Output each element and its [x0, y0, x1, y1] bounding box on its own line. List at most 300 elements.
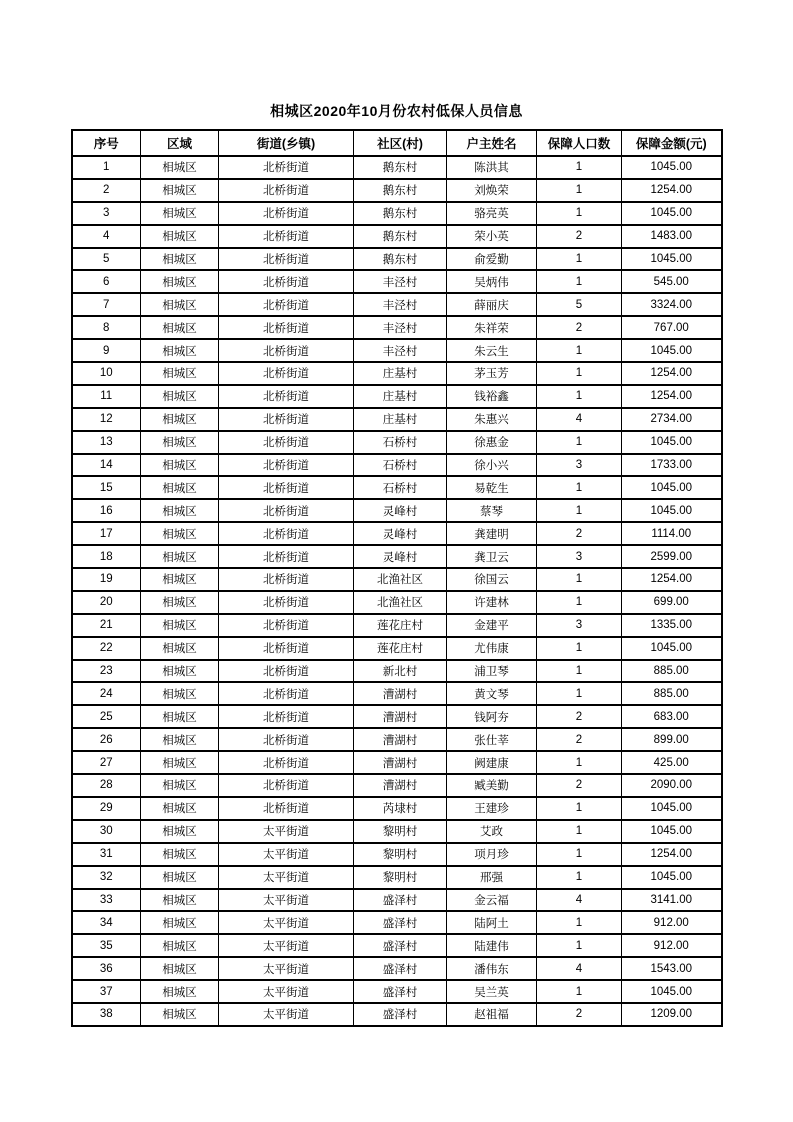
cell-population: 4 — [537, 957, 622, 980]
header-index: 序号 — [72, 130, 141, 156]
cell-amount: 912.00 — [622, 911, 722, 934]
cell-amount: 2090.00 — [622, 774, 722, 797]
cell-village: 庄基村 — [354, 385, 447, 408]
table-row — [72, 339, 722, 362]
cell-householder: 俞爱勤 — [447, 248, 537, 271]
header-householder: 户主姓名 — [447, 130, 537, 156]
header-street: 街道(乡镇) — [219, 130, 354, 156]
cell-householder: 尤伟康 — [447, 637, 537, 660]
cell-amount: 1254.00 — [622, 568, 722, 591]
cell-district: 相城区 — [141, 728, 219, 751]
cell-amount: 3141.00 — [622, 889, 722, 912]
cell-index: 27 — [72, 751, 141, 774]
cell-amount: 1254.00 — [622, 843, 722, 866]
cell-population: 1 — [537, 179, 622, 202]
cell-district: 相城区 — [141, 866, 219, 889]
table-row — [72, 774, 722, 797]
cell-population: 1 — [537, 499, 622, 522]
header-village: 社区(村) — [354, 130, 447, 156]
cell-street: 北桥街道 — [219, 248, 354, 271]
cell-amount: 1733.00 — [622, 454, 722, 477]
cell-index: 8 — [72, 316, 141, 339]
header-row — [72, 130, 722, 156]
cell-population: 1 — [537, 156, 622, 179]
cell-amount: 1254.00 — [622, 179, 722, 202]
table-row — [72, 797, 722, 820]
cell-village: 灵峰村 — [354, 522, 447, 545]
cell-district: 相城区 — [141, 614, 219, 637]
cell-householder: 金建平 — [447, 614, 537, 637]
cell-householder: 荣小英 — [447, 225, 537, 248]
table-row — [72, 362, 722, 385]
cell-village: 鹅东村 — [354, 248, 447, 271]
cell-householder: 徐国云 — [447, 568, 537, 591]
cell-index: 36 — [72, 957, 141, 980]
table-row — [72, 637, 722, 660]
cell-street: 北桥街道 — [219, 705, 354, 728]
cell-population: 1 — [537, 820, 622, 843]
cell-householder: 朱云生 — [447, 339, 537, 362]
cell-householder: 金云福 — [447, 889, 537, 912]
cell-index: 16 — [72, 499, 141, 522]
cell-amount: 1114.00 — [622, 522, 722, 545]
cell-index: 29 — [72, 797, 141, 820]
cell-index: 28 — [72, 774, 141, 797]
cell-village: 丰泾村 — [354, 270, 447, 293]
cell-index: 37 — [72, 980, 141, 1003]
cell-district: 相城区 — [141, 751, 219, 774]
cell-householder: 茅玉芳 — [447, 362, 537, 385]
cell-householder: 阙建康 — [447, 751, 537, 774]
cell-amount: 1045.00 — [622, 797, 722, 820]
cell-street: 太平街道 — [219, 934, 354, 957]
cell-district: 相城区 — [141, 316, 219, 339]
cell-householder: 刘焕荣 — [447, 179, 537, 202]
cell-village: 漕湖村 — [354, 751, 447, 774]
cell-householder: 龚建明 — [447, 522, 537, 545]
cell-district: 相城区 — [141, 248, 219, 271]
cell-village: 漕湖村 — [354, 682, 447, 705]
table-row — [72, 385, 722, 408]
cell-street: 北桥街道 — [219, 156, 354, 179]
cell-village: 石桥村 — [354, 454, 447, 477]
cell-population: 1 — [537, 797, 622, 820]
cell-index: 35 — [72, 934, 141, 957]
cell-householder: 徐惠金 — [447, 431, 537, 454]
cell-index: 1 — [72, 156, 141, 179]
cell-street: 北桥街道 — [219, 660, 354, 683]
cell-village: 北渔社区 — [354, 568, 447, 591]
table-row — [72, 316, 722, 339]
table-row — [72, 751, 722, 774]
cell-householder: 蔡琴 — [447, 499, 537, 522]
cell-amount: 1045.00 — [622, 431, 722, 454]
cell-population: 1 — [537, 431, 622, 454]
cell-index: 20 — [72, 591, 141, 614]
cell-district: 相城区 — [141, 179, 219, 202]
cell-street: 北桥街道 — [219, 637, 354, 660]
cell-district: 相城区 — [141, 957, 219, 980]
cell-village: 黎明村 — [354, 866, 447, 889]
cell-householder: 朱祥荣 — [447, 316, 537, 339]
cell-householder: 朱惠兴 — [447, 408, 537, 431]
cell-householder: 赵祖福 — [447, 1003, 537, 1026]
cell-amount: 885.00 — [622, 682, 722, 705]
cell-street: 太平街道 — [219, 911, 354, 934]
cell-village: 北渔社区 — [354, 591, 447, 614]
table-row — [72, 728, 722, 751]
cell-index: 30 — [72, 820, 141, 843]
cell-street: 北桥街道 — [219, 293, 354, 316]
table-row — [72, 843, 722, 866]
cell-district: 相城区 — [141, 545, 219, 568]
cell-village: 庄基村 — [354, 408, 447, 431]
table-row — [72, 866, 722, 889]
cell-street: 北桥街道 — [219, 568, 354, 591]
cell-street: 北桥街道 — [219, 179, 354, 202]
cell-village: 盛泽村 — [354, 934, 447, 957]
cell-population: 1 — [537, 385, 622, 408]
cell-village: 盛泽村 — [354, 957, 447, 980]
cell-householder: 浦卫琴 — [447, 660, 537, 683]
cell-population: 2 — [537, 522, 622, 545]
table-row — [72, 179, 722, 202]
cell-district: 相城区 — [141, 454, 219, 477]
cell-district: 相城区 — [141, 225, 219, 248]
cell-amount: 1483.00 — [622, 225, 722, 248]
cell-village: 漕湖村 — [354, 705, 447, 728]
table-header — [72, 130, 722, 156]
table-row — [72, 660, 722, 683]
cell-population: 1 — [537, 682, 622, 705]
cell-population: 1 — [537, 362, 622, 385]
cell-index: 25 — [72, 705, 141, 728]
cell-index: 13 — [72, 431, 141, 454]
cell-householder: 项月珍 — [447, 843, 537, 866]
cell-district: 相城区 — [141, 362, 219, 385]
cell-amount: 1045.00 — [622, 476, 722, 499]
cell-householder: 陆建伟 — [447, 934, 537, 957]
cell-population: 2 — [537, 1003, 622, 1026]
cell-index: 31 — [72, 843, 141, 866]
cell-householder: 许建林 — [447, 591, 537, 614]
cell-district: 相城区 — [141, 637, 219, 660]
cell-population: 1 — [537, 591, 622, 614]
cell-district: 相城区 — [141, 820, 219, 843]
cell-village: 灵峰村 — [354, 499, 447, 522]
cell-village: 漕湖村 — [354, 774, 447, 797]
cell-index: 15 — [72, 476, 141, 499]
cell-householder: 吴炳伟 — [447, 270, 537, 293]
lowbao-info-table — [71, 129, 723, 1027]
table-row — [72, 1003, 722, 1026]
table-row — [72, 957, 722, 980]
cell-street: 北桥街道 — [219, 362, 354, 385]
cell-street: 北桥街道 — [219, 385, 354, 408]
cell-district: 相城区 — [141, 591, 219, 614]
cell-street: 北桥街道 — [219, 728, 354, 751]
cell-index: 5 — [72, 248, 141, 271]
cell-street: 北桥街道 — [219, 408, 354, 431]
cell-index: 38 — [72, 1003, 141, 1026]
cell-street: 北桥街道 — [219, 476, 354, 499]
table-row — [72, 545, 722, 568]
table-row — [72, 270, 722, 293]
cell-village: 新北村 — [354, 660, 447, 683]
cell-village: 灵峰村 — [354, 545, 447, 568]
cell-amount: 1045.00 — [622, 202, 722, 225]
cell-district: 相城区 — [141, 705, 219, 728]
cell-district: 相城区 — [141, 774, 219, 797]
cell-street: 北桥街道 — [219, 225, 354, 248]
cell-population: 1 — [537, 911, 622, 934]
cell-householder: 邢强 — [447, 866, 537, 889]
cell-village: 黎明村 — [354, 820, 447, 843]
cell-index: 32 — [72, 866, 141, 889]
cell-village: 漕湖村 — [354, 728, 447, 751]
cell-street: 北桥街道 — [219, 614, 354, 637]
cell-amount: 1045.00 — [622, 637, 722, 660]
cell-householder: 陆阿土 — [447, 911, 537, 934]
cell-amount: 1543.00 — [622, 957, 722, 980]
cell-village: 莲花庄村 — [354, 637, 447, 660]
table-row — [72, 820, 722, 843]
cell-district: 相城区 — [141, 843, 219, 866]
cell-village: 丰泾村 — [354, 339, 447, 362]
cell-householder: 徐小兴 — [447, 454, 537, 477]
cell-district: 相城区 — [141, 1003, 219, 1026]
cell-population: 2 — [537, 316, 622, 339]
cell-district: 相城区 — [141, 476, 219, 499]
cell-index: 12 — [72, 408, 141, 431]
cell-population: 1 — [537, 934, 622, 957]
table-row — [72, 408, 722, 431]
cell-district: 相城区 — [141, 202, 219, 225]
cell-village: 鹅东村 — [354, 225, 447, 248]
cell-street: 北桥街道 — [219, 270, 354, 293]
cell-street: 北桥街道 — [219, 751, 354, 774]
cell-population: 4 — [537, 889, 622, 912]
cell-amount: 1209.00 — [622, 1003, 722, 1026]
cell-village: 鹅东村 — [354, 202, 447, 225]
cell-district: 相城区 — [141, 682, 219, 705]
cell-street: 北桥街道 — [219, 454, 354, 477]
table-row — [72, 225, 722, 248]
cell-amount: 1045.00 — [622, 980, 722, 1003]
cell-street: 太平街道 — [219, 957, 354, 980]
cell-district: 相城区 — [141, 889, 219, 912]
cell-population: 1 — [537, 637, 622, 660]
cell-index: 6 — [72, 270, 141, 293]
cell-village: 盛泽村 — [354, 1003, 447, 1026]
cell-householder: 易乾生 — [447, 476, 537, 499]
cell-street: 北桥街道 — [219, 499, 354, 522]
cell-index: 21 — [72, 614, 141, 637]
cell-index: 19 — [72, 568, 141, 591]
cell-amount: 1045.00 — [622, 156, 722, 179]
cell-population: 2 — [537, 705, 622, 728]
cell-district: 相城区 — [141, 934, 219, 957]
cell-village: 石桥村 — [354, 476, 447, 499]
cell-village: 盛泽村 — [354, 911, 447, 934]
table-row — [72, 522, 722, 545]
cell-population: 2 — [537, 774, 622, 797]
cell-district: 相城区 — [141, 385, 219, 408]
cell-village: 莲花庄村 — [354, 614, 447, 637]
cell-amount: 767.00 — [622, 316, 722, 339]
cell-street: 太平街道 — [219, 889, 354, 912]
cell-amount: 912.00 — [622, 934, 722, 957]
table-row — [72, 248, 722, 271]
table-row — [72, 156, 722, 179]
cell-population: 1 — [537, 660, 622, 683]
cell-village: 盛泽村 — [354, 980, 447, 1003]
cell-amount: 2734.00 — [622, 408, 722, 431]
cell-street: 北桥街道 — [219, 682, 354, 705]
cell-index: 18 — [72, 545, 141, 568]
cell-householder: 钱裕鑫 — [447, 385, 537, 408]
table-row — [72, 889, 722, 912]
cell-population: 3 — [537, 545, 622, 568]
cell-amount: 1335.00 — [622, 614, 722, 637]
cell-index: 3 — [72, 202, 141, 225]
cell-index: 22 — [72, 637, 141, 660]
cell-village: 庄基村 — [354, 362, 447, 385]
cell-amount: 1045.00 — [622, 866, 722, 889]
cell-population: 1 — [537, 339, 622, 362]
table-row — [72, 293, 722, 316]
cell-population: 3 — [537, 454, 622, 477]
cell-district: 相城区 — [141, 980, 219, 1003]
cell-amount: 683.00 — [622, 705, 722, 728]
table-row — [72, 591, 722, 614]
cell-index: 23 — [72, 660, 141, 683]
cell-population: 5 — [537, 293, 622, 316]
cell-householder: 薛丽庆 — [447, 293, 537, 316]
cell-district: 相城区 — [141, 408, 219, 431]
cell-village: 鹅东村 — [354, 156, 447, 179]
table-row — [72, 431, 722, 454]
table-body — [72, 156, 722, 1026]
cell-householder: 王建珍 — [447, 797, 537, 820]
cell-index: 11 — [72, 385, 141, 408]
cell-amount: 545.00 — [622, 270, 722, 293]
cell-householder: 臧美勤 — [447, 774, 537, 797]
cell-index: 4 — [72, 225, 141, 248]
cell-amount: 1045.00 — [622, 248, 722, 271]
cell-index: 9 — [72, 339, 141, 362]
cell-amount: 699.00 — [622, 591, 722, 614]
cell-street: 北桥街道 — [219, 316, 354, 339]
table-row — [72, 705, 722, 728]
cell-amount: 3324.00 — [622, 293, 722, 316]
cell-street: 太平街道 — [219, 980, 354, 1003]
cell-index: 34 — [72, 911, 141, 934]
cell-amount: 899.00 — [622, 728, 722, 751]
cell-population: 1 — [537, 248, 622, 271]
cell-householder: 吴兰英 — [447, 980, 537, 1003]
table-row — [72, 568, 722, 591]
cell-population: 2 — [537, 728, 622, 751]
cell-street: 北桥街道 — [219, 339, 354, 362]
cell-householder: 钱阿夯 — [447, 705, 537, 728]
cell-village: 石桥村 — [354, 431, 447, 454]
cell-village: 黎明村 — [354, 843, 447, 866]
cell-population: 1 — [537, 980, 622, 1003]
cell-index: 14 — [72, 454, 141, 477]
cell-index: 17 — [72, 522, 141, 545]
cell-population: 1 — [537, 866, 622, 889]
cell-district: 相城区 — [141, 660, 219, 683]
cell-population: 4 — [537, 408, 622, 431]
cell-index: 10 — [72, 362, 141, 385]
cell-amount: 2599.00 — [622, 545, 722, 568]
cell-street: 北桥街道 — [219, 202, 354, 225]
cell-amount: 1045.00 — [622, 499, 722, 522]
cell-district: 相城区 — [141, 339, 219, 362]
cell-village: 鹅东村 — [354, 179, 447, 202]
cell-district: 相城区 — [141, 270, 219, 293]
cell-district: 相城区 — [141, 499, 219, 522]
cell-amount: 1045.00 — [622, 339, 722, 362]
cell-population: 1 — [537, 751, 622, 774]
cell-householder: 陈洪其 — [447, 156, 537, 179]
cell-householder: 骆亮英 — [447, 202, 537, 225]
cell-street: 北桥街道 — [219, 431, 354, 454]
cell-district: 相城区 — [141, 568, 219, 591]
cell-index: 2 — [72, 179, 141, 202]
cell-village: 芮埭村 — [354, 797, 447, 820]
cell-village: 丰泾村 — [354, 316, 447, 339]
cell-index: 24 — [72, 682, 141, 705]
table-row — [72, 202, 722, 225]
cell-village: 丰泾村 — [354, 293, 447, 316]
table-row — [72, 682, 722, 705]
cell-householder: 黄文琴 — [447, 682, 537, 705]
cell-street: 北桥街道 — [219, 591, 354, 614]
table-row — [72, 499, 722, 522]
table-row — [72, 980, 722, 1003]
cell-district: 相城区 — [141, 911, 219, 934]
cell-street: 太平街道 — [219, 1003, 354, 1026]
table-row — [72, 614, 722, 637]
cell-amount: 1254.00 — [622, 362, 722, 385]
cell-amount: 1254.00 — [622, 385, 722, 408]
table-row — [72, 934, 722, 957]
table-row — [72, 911, 722, 934]
cell-district: 相城区 — [141, 522, 219, 545]
header-population: 保障人口数 — [537, 130, 622, 156]
cell-amount: 1045.00 — [622, 820, 722, 843]
cell-street: 北桥街道 — [219, 522, 354, 545]
cell-amount: 885.00 — [622, 660, 722, 683]
table-row — [72, 476, 722, 499]
cell-population: 1 — [537, 202, 622, 225]
cell-population: 1 — [537, 270, 622, 293]
cell-street: 太平街道 — [219, 866, 354, 889]
cell-district: 相城区 — [141, 293, 219, 316]
cell-street: 北桥街道 — [219, 774, 354, 797]
cell-population: 1 — [537, 843, 622, 866]
table-row — [72, 454, 722, 477]
cell-population: 3 — [537, 614, 622, 637]
cell-village: 盛泽村 — [354, 889, 447, 912]
header-amount: 保障金额(元) — [622, 130, 722, 156]
cell-population: 1 — [537, 568, 622, 591]
cell-district: 相城区 — [141, 156, 219, 179]
cell-householder: 潘伟东 — [447, 957, 537, 980]
cell-population: 2 — [537, 225, 622, 248]
